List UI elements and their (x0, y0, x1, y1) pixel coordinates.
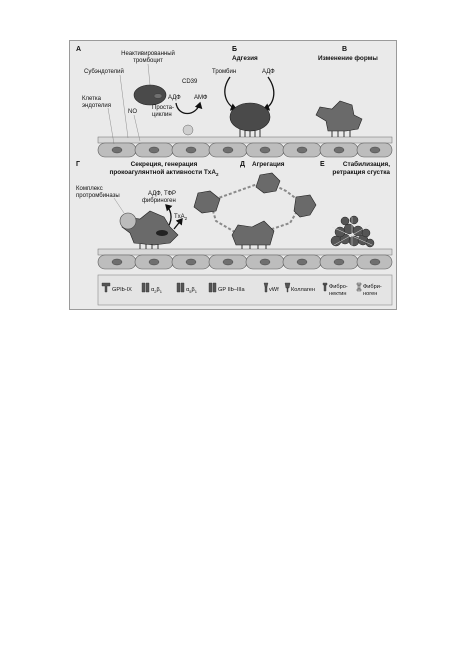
panel-e-title: Агрегация (252, 161, 285, 168)
thrombin-label: Тромбин (212, 69, 237, 75)
prothrombinase-complex (120, 213, 136, 229)
panel-b-adp-label: АДФ (262, 69, 275, 75)
cd39-enzyme-shape (183, 125, 193, 135)
legend-a2b1: $\alpha_2\beta_1$ (151, 287, 162, 294)
adhering-platelet-shape (230, 103, 270, 131)
legend-fibronectin-1: Фибро- (329, 284, 348, 290)
txa2-arrow (174, 219, 182, 229)
secretion-label-2: фибриноген (142, 198, 176, 204)
prostacyclin-label-1: Проста- (152, 105, 175, 111)
secretion-label-1: АДФ, ТФР (148, 191, 177, 197)
panel-f-letter: Е (320, 161, 325, 168)
resting-platelet-label-2: тромбоцит (133, 58, 163, 64)
endothelial-cell-label-2: эндотелия (82, 103, 112, 109)
subendothelium-label: Субэндотелий (84, 69, 124, 75)
bottom-subendothelium-layer (98, 249, 392, 255)
legend-fibronectin-2: нектин (329, 291, 347, 297)
legend-collagen: Коллаген (291, 287, 316, 293)
panel-b-title: Адгезия (232, 55, 258, 62)
legend-gp1b-ix: GPIb-IX (112, 287, 132, 293)
panel-d-letter: Г (76, 161, 80, 168)
panel-f-title-2: ретракция сгустка (332, 169, 390, 176)
shape-change-platelet (316, 101, 362, 131)
granule (156, 230, 168, 236)
panel-e-receptors (242, 245, 266, 249)
panel-d-title-1: Секреция, генерация (130, 161, 198, 168)
bottom-endothelial-cells (98, 255, 392, 269)
cd39-label: CD39 (182, 79, 198, 85)
prothrombinase-label-2: протромбиназы (76, 193, 120, 199)
panel-b-letter: Б (232, 46, 238, 53)
thrombin-arrow (225, 77, 236, 109)
bottom-endothelium-row (98, 249, 392, 269)
panel-c-letter: В (342, 46, 348, 53)
resting-platelet-label-1: Неактивированный (121, 51, 175, 57)
prothrombinase-label-1: Комплекс (76, 186, 103, 192)
panel-a-letter: А (76, 46, 82, 53)
panel-b-adp-arrow (264, 77, 274, 109)
cd39-conversion-arrow (176, 103, 200, 114)
anchored-platelet (232, 221, 274, 245)
panel-f-title-1: Стабилизация, (342, 161, 390, 168)
legend-vwf: vWf (269, 287, 279, 293)
no-label: NO (128, 109, 137, 115)
top-subendothelium-layer (98, 137, 392, 143)
prostacyclin-label-2: циклин (152, 112, 172, 118)
legend-fibrinogen-1: Фибри- (363, 284, 382, 290)
legend-fibrinogen-2: ноген (363, 291, 378, 297)
panel-d-title-2: прокоагулянтной активности TxA$_2$ (109, 169, 219, 177)
retracted-clot (331, 216, 374, 247)
top-endothelial-cells (98, 143, 392, 157)
platelet-function-diagram (69, 40, 397, 310)
panel-a-adp-label: АДФ (168, 95, 181, 101)
panel-e-letter: Д (240, 161, 245, 168)
txa2-label: TxA$_2$ (174, 214, 188, 221)
endothelial-cell-label-1: Клетка (82, 96, 101, 102)
panel-c-title: Изменение формы (318, 55, 378, 62)
legend-gp-iib-iiia: GP IIb–IIIa (218, 287, 245, 293)
panel-a-amp-label: АМФ (194, 95, 208, 101)
legend-a5b1: $\alpha_5\beta_1$ (186, 287, 197, 294)
top-endothelium-row (98, 137, 392, 157)
aggregating-platelet-2 (256, 173, 280, 193)
aggregating-platelet-3 (294, 195, 316, 217)
aggregating-platelet-1 (194, 191, 220, 213)
